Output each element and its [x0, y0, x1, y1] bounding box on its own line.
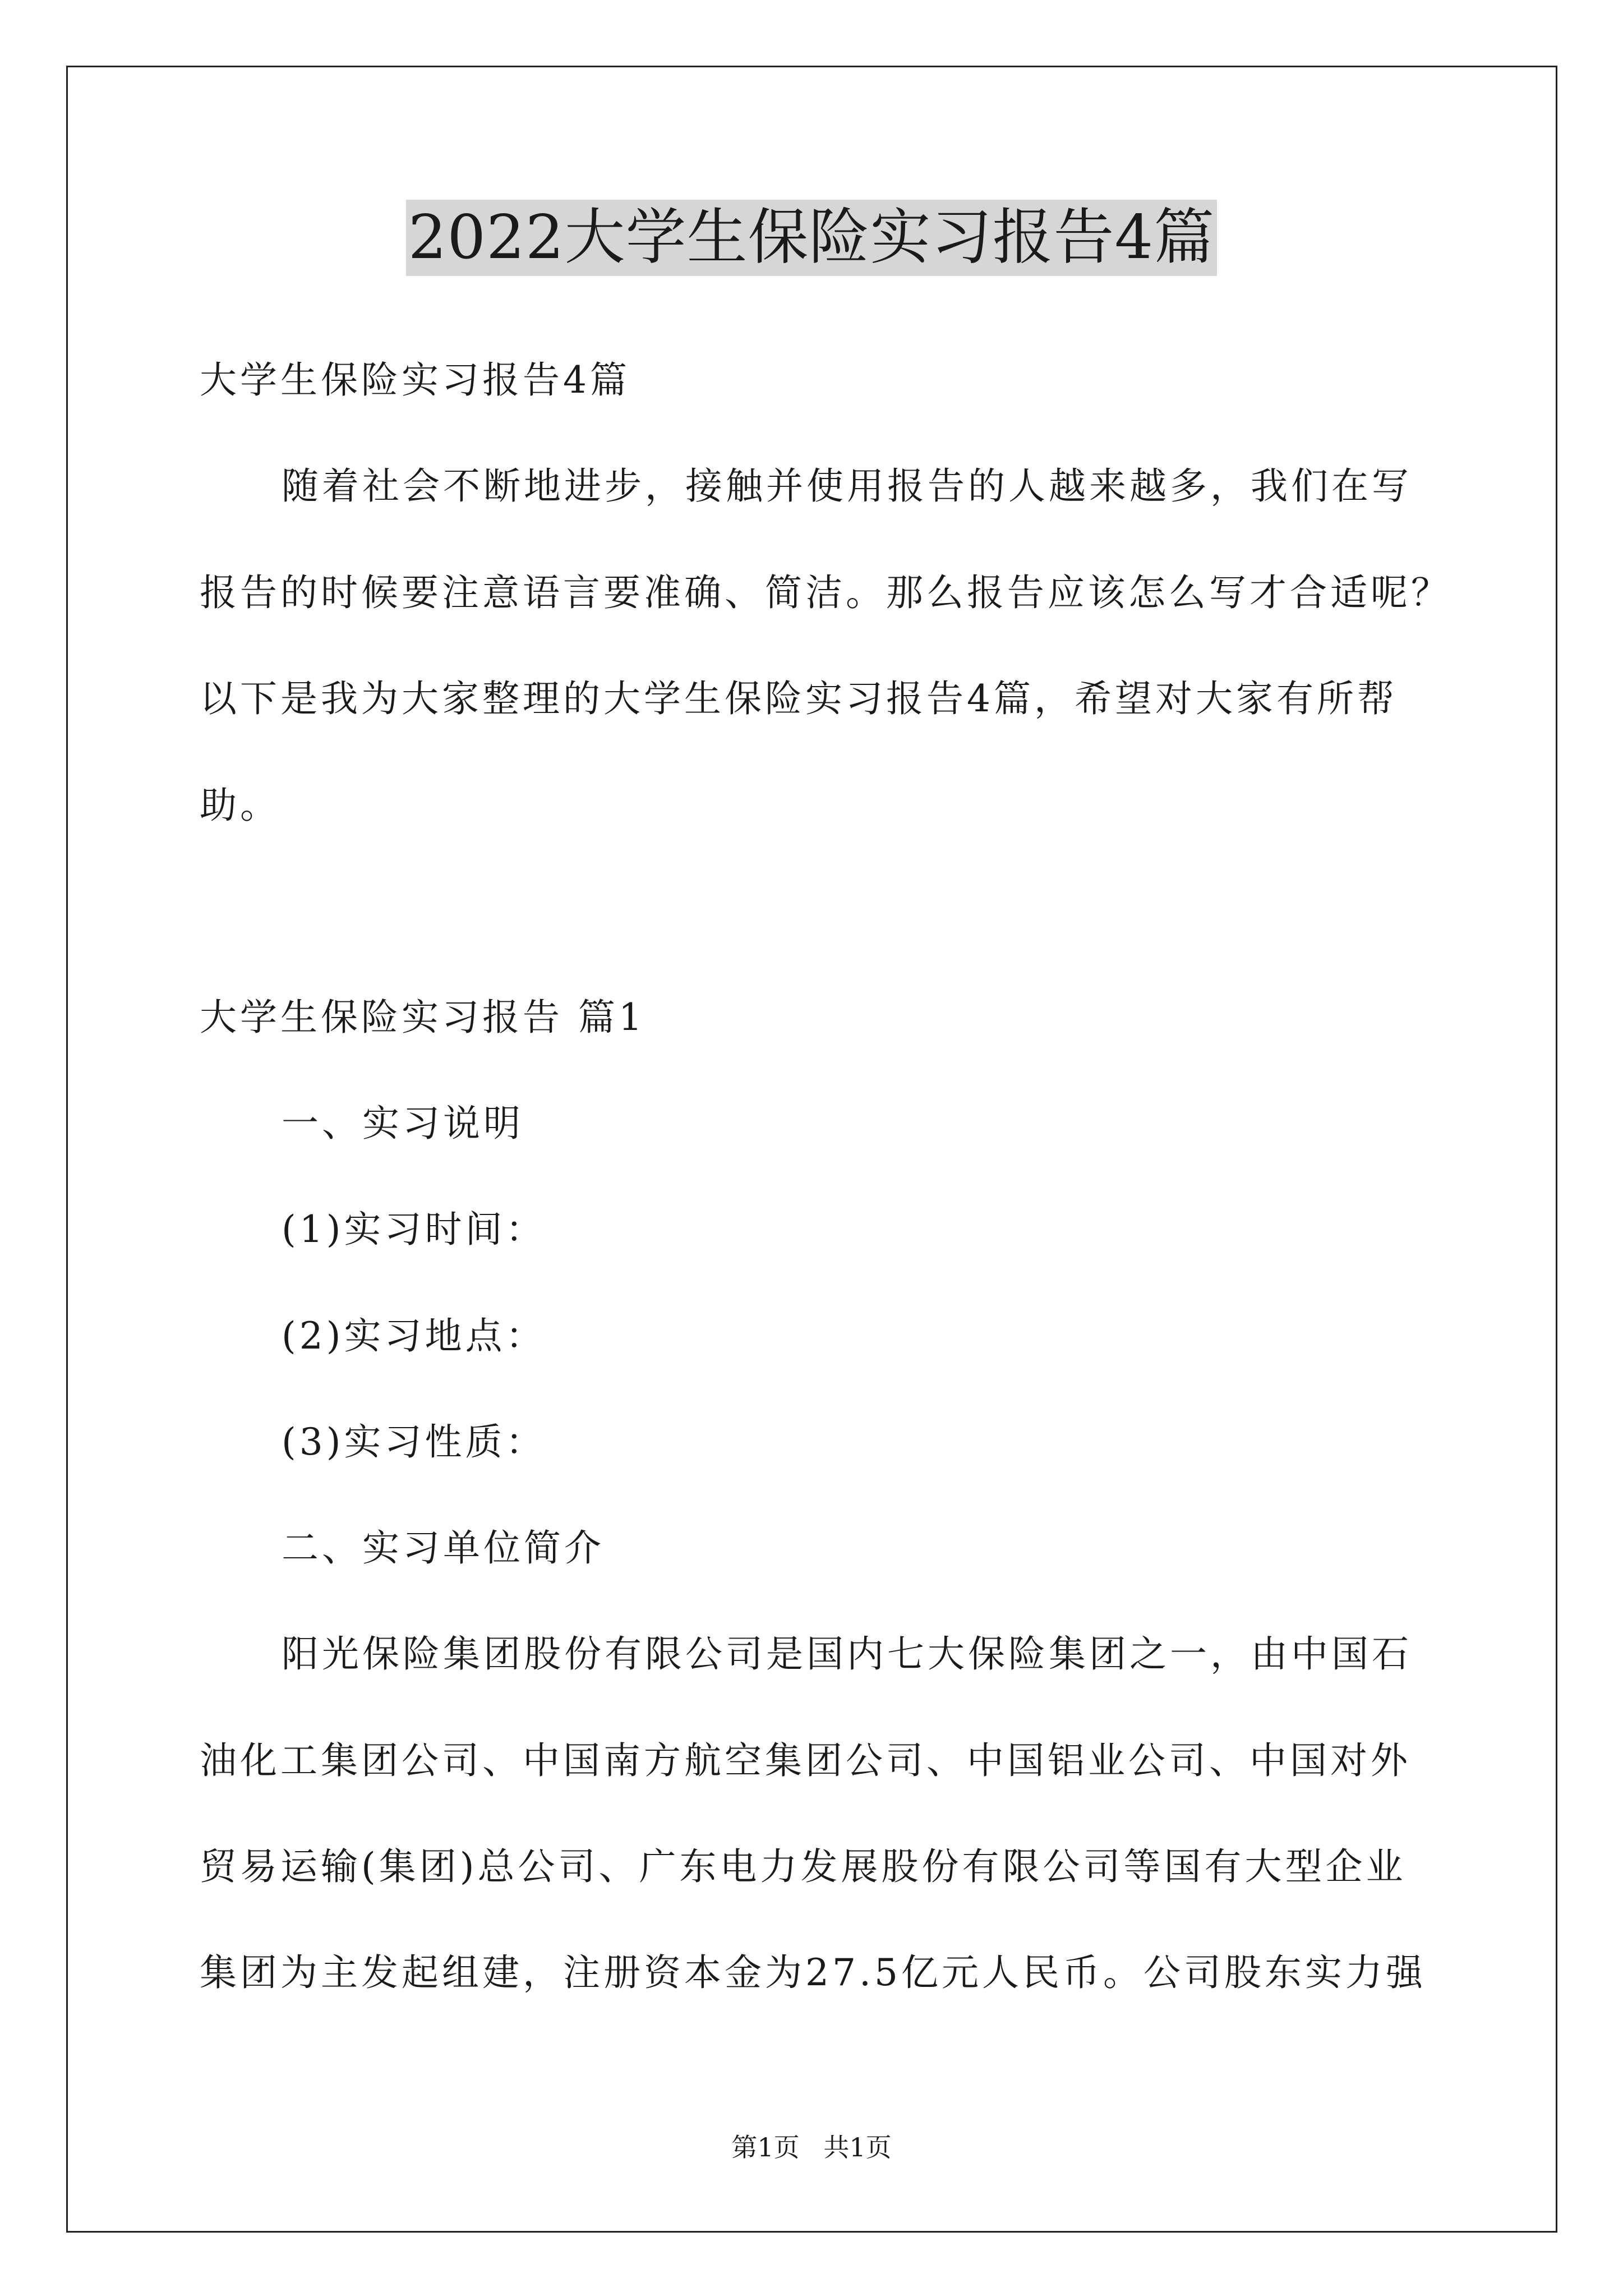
item-internship-location: (2)实习地点： — [282, 1314, 546, 1358]
page-total: 共1页 — [823, 2132, 892, 2162]
intro-line-3: 以下是我为大家整理的大学生保险实习报告4篇，希望对大家有所帮 — [200, 677, 1398, 720]
page-footer — [0, 2132, 1623, 2163]
item-internship-time: (1)实习时间： — [282, 1208, 546, 1251]
page-number: 第1页 — [731, 2132, 800, 2162]
body-line-4: 集团为主发起组建，注册资本金为27.5亿元人民币。公司股东实力强 — [200, 1951, 1426, 1994]
body-line-2: 油化工集团公司、中国南方航空集团公司、中国铝业公司、中国对外 — [200, 1739, 1411, 1782]
item-internship-description: 一、实习说明 — [282, 1102, 524, 1145]
item-company-intro: 二、实习单位简介 — [282, 1526, 605, 1570]
section-heading: 大学生保险实习报告 篇1 — [200, 996, 645, 1039]
title-container — [0, 200, 1623, 276]
item-internship-nature: (3)实习性质： — [282, 1420, 546, 1464]
document-title: 2022大学生保险实习报告4篇 — [406, 200, 1218, 276]
body-line-1: 阳光保险集团股份有限公司是国内七大保险集团之一，由中国石 — [282, 1632, 1412, 1676]
body-line-3: 贸易运输(集团)总公司、广东电力发展股份有限公司等国有大型企业 — [200, 1845, 1407, 1888]
intro-line-4: 助。 — [200, 784, 280, 827]
intro-line-1: 随着社会不断地进步，接触并使用报告的人越来越多，我们在写 — [282, 464, 1412, 508]
document-subtitle: 大学生保险实习报告4篇 — [200, 358, 630, 402]
intro-line-2: 报告的时候要注意语言要准确、简洁。那么报告应该怎么写才合适呢？ — [200, 571, 1451, 614]
